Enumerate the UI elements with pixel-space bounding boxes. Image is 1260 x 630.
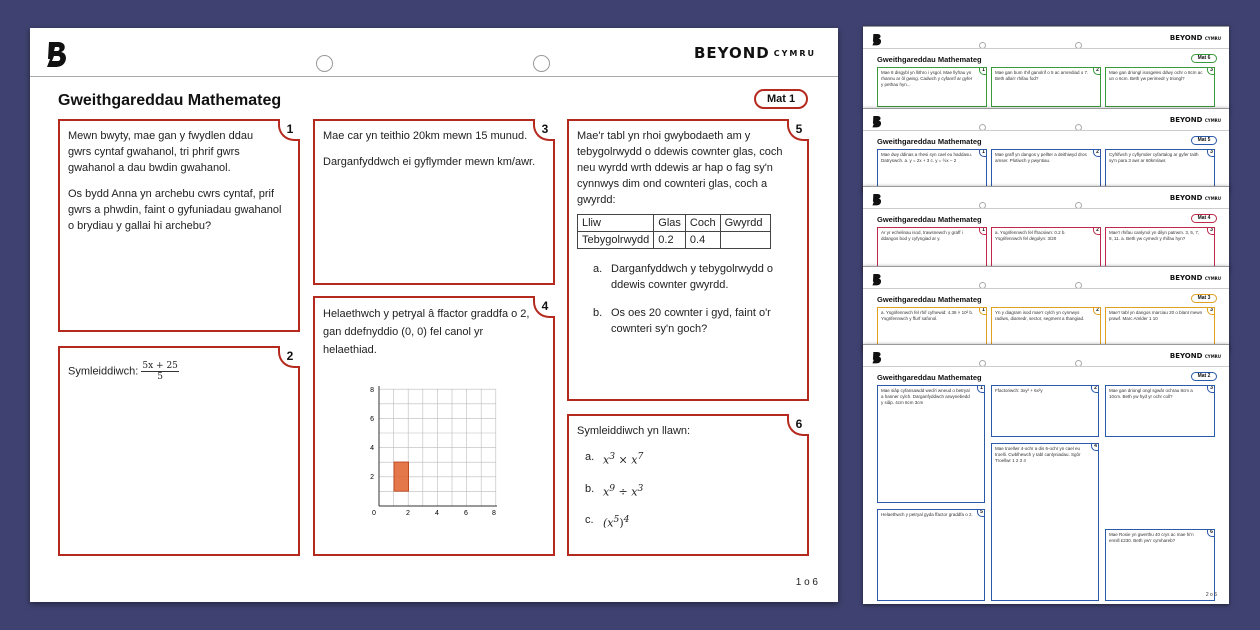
question-number: 6 [787,414,809,436]
thumbnail-question-card [877,509,985,601]
header-divider [863,288,1229,289]
brand-name: BEYOND CYMRU [693,44,816,62]
question-number: 4 [1091,443,1099,451]
question-text: Os bydd Anna yn archebu cwrs cyntaf, prif gwrs a phwdin, faint o gyfuniadau gwahanol o brydiau y gallai hi archebu? [68,188,282,232]
question-text: Ar yr echelinau isod, trawsnewch y graff i ddangos bod y cyfyngiad ar y. [881,230,963,241]
mat-badge: Mat 5 [1191,136,1217,145]
question-number: 2 [1091,385,1099,393]
question-number: 5 [977,509,985,517]
question-text: Mae graff yn dangos y pellter a deithiwyd dros amser. Plotiwch y pwyntiau. [995,152,1087,163]
question-number: 3 [533,119,555,141]
thumbnail-question-card [1105,149,1215,189]
table-cell: 0.4 [685,232,720,249]
question-text: Helaethwch y petryal gyda ffactor graddfa o 2. [881,512,973,517]
brand-name: BEYOND CYMRU [1169,274,1221,282]
thumbnail-question-card [877,67,987,107]
thumbnail-question-card [991,385,1099,437]
question-text: Helaethwch y petryal â ffactor graddfa o 2, gan ddefnyddio (0, 0) fel canol yr helaethiad. [323,308,530,356]
question-text: Mae siâp cyfansawdd wedi'i wneud o betryal a hanner cylch. Darganfyddwch arwynebedd y siâp. 4cm 6cm 3cm [881,388,970,405]
thumbnail-question-card [877,385,985,503]
question-number: 1 [278,119,300,141]
header-divider [863,130,1229,131]
expression: $x^3 \times x^7$ [603,451,644,467]
thumbnail-question-card [991,149,1101,189]
x-tick-label: 2 [406,510,410,517]
beyond-logo-icon [872,33,882,46]
question-number: 2 [1093,149,1101,157]
question-text: Mae gan driongl ongl sgwâr ochrau 8cm a 10cm. Beth yw hyd yr ochr coll? [1109,388,1193,399]
page-title: Gweithgareddau Mathemateg [877,295,982,304]
sub-question-list [577,261,799,337]
question-number: 3 [1207,149,1215,157]
sub-question [585,449,799,469]
fraction-numerator: 5x + 25 [142,361,178,371]
beyond-logo-icon [872,273,882,286]
question-text: Ffactoriwch: 3xy² + 6x²y [995,388,1043,393]
y-tick-label: 4 [370,445,374,452]
table-cell: Lliw [578,215,654,232]
sub-question [585,512,799,532]
table-cell: 0.2 [654,232,686,249]
brand-name: BEYOND CYMRU [1169,34,1221,42]
mat-badge: Mat 6 [1191,54,1217,63]
question-number: 1 [977,385,985,393]
question-text: Mae'r tabl yn dangos marciau 20 o blant mewn prawf. Marc Amlder 1 10 [1109,310,1203,321]
expression: $x^9 \div x^3$ [603,482,644,499]
question-card-3 [313,119,555,285]
question-number: 2 [278,346,300,368]
sub-question-label: a. [585,451,595,463]
page-title: Gweithgareddau Mathemateg [58,92,282,109]
table-cell: Gwyrdd [720,215,770,232]
question-text: Mae troellwr 4-ochr a dis 6-ochr yn cael eu troelli. Cwblhewch y tabl canlyniadau. Sgôr Troellwr 1 2 3 4 [995,446,1081,463]
question-text: Mae gan driongl isosgeles ddwy ochr o 8cm ac un o 6cm. Beth yw perimedr y triongl? [1109,70,1203,81]
page-title: Gweithgareddau Mathemateg [877,55,982,64]
thumbnail-question-card [877,149,987,189]
question-text: Mae'r rhifau canlynol yn dilyn patrwm. 3, 5, 7, 9, 11. a. Beth yw cymedr y rhifau hyn? [1109,230,1200,241]
header-divider [30,76,838,77]
thumbnail-question-card [1105,385,1215,437]
question-text: Mae gan bum rhif ganolrif o 5 ac amrediad o 7. Beth allai'r rhifau fod? [995,70,1089,81]
question-text: Mae'r tabl yn rhoi gwybodaeth am y tebygolrwydd o ddewis cownter glas, coch neu wyrdd wrth ddewis ar hap o fag sy'n cynnwys dim ond cownteri glas, coch a gwyrdd: [577,130,783,206]
rectangle-shape [394,462,409,491]
question-text: Mae 8 disgybl yn llithro i ysgol. Mae llyfrau yn rhannu ar ôl gwisg. Cadwch y cyfanrif ar gyfer y pethau hyn... [881,70,973,87]
thumbnail-question-card [991,443,1099,601]
question-text: a. Ysgrifennwch fel rhif cyfnewid: 4.36 × 10² b. Ysgrifennwch y ffurf safonol. [881,310,974,321]
thumbnail-question-card [991,67,1101,107]
question-number: 3 [1207,307,1215,315]
thumbnail-question-card [1105,67,1215,107]
fraction-denominator: 5 [157,372,163,382]
beyond-logo-icon [872,351,882,364]
question-number: 2 [1093,227,1101,235]
probability-table [577,214,771,249]
question-number: 5 [787,119,809,141]
thumbnail-question-card [991,307,1101,347]
sub-question [585,481,799,501]
question-text: Symleiddiwch yn llawn: [577,425,691,437]
header-divider [863,366,1229,367]
thumbnail-stack [863,26,1229,604]
question-number: 1 [979,227,987,235]
question-number: 3 [1207,67,1215,75]
punch-hole [533,55,550,72]
question-card-6 [567,414,809,556]
page-title: Gweithgareddau Mathemateg [877,373,982,382]
question-number: 4 [533,296,555,318]
sub-question-label: a. [593,263,603,275]
question-text: Mae Rosie yn gwerthu 40 crys ac mae hi'n ennill £230. Beth yw'r cymhareb? [1109,532,1194,543]
table-cell: Tebygolrwydd [578,232,654,249]
question-number: 1 [979,307,987,315]
mat-badge: Mat 3 [1191,294,1217,303]
thumbnail-question-card [877,227,987,267]
thumbnail-page [863,344,1229,604]
mat-badge: Mat 1 [754,89,808,109]
x-tick-label: 8 [492,510,496,517]
page-title: Gweithgareddau Mathemateg [877,137,982,146]
expression: $(x^5)^4$ [603,514,630,530]
question-number: 3 [1207,385,1215,393]
question-text: Mae car yn teithio 20km mewn 15 munud. [323,130,528,142]
question-card-5 [567,119,809,401]
question-text [68,361,290,382]
question-card-1 [58,119,300,332]
beyond-logo-icon [46,40,68,68]
sub-question-text: Darganfyddwch y tebygolrwydd o ddewis cownter gwyrdd. [611,263,774,291]
y-tick-label: 6 [370,416,374,423]
thumbnail-question-card [1105,529,1215,601]
sub-question [593,261,799,293]
question-number: 2 [1093,67,1101,75]
x-tick-label: 6 [464,510,468,517]
x-tick-label: 4 [435,510,439,517]
header-divider [863,208,1229,209]
beyond-logo-icon [872,115,882,128]
table-cell [720,232,770,249]
mat-badge: Mat 2 [1191,372,1217,381]
coordinate-grid [367,384,499,518]
y-tick-label: 8 [370,387,374,394]
question-text: Darganfyddwch ei gyflymder mewn km/awr. [323,156,536,168]
question-label: Symleiddiwch: [68,365,139,378]
thumbnail-question-card [1105,307,1215,347]
page-number: 1 o 6 [795,577,818,588]
table-row [578,232,771,249]
question-text: a. Ysgrifennwch fel ffracsiwn: 0.2 b. Ysgrifennwch fel degolyn: 3/20 [995,230,1066,241]
question-number: 2 [1093,307,1101,315]
thumbnail-question-card [877,307,987,347]
brand-name: BEYOND CYMRU [1169,116,1221,124]
thumbnail-question-card [991,227,1101,267]
question-card-2 [58,346,300,556]
thumbnail-page [863,26,1229,110]
question-number: 6 [1207,529,1215,537]
x-tick-label: 0 [372,510,376,517]
sub-question-list [577,449,799,532]
y-tick-label: 2 [370,474,374,481]
page-number: 2 o 6 [1205,592,1217,598]
question-text: Mewn bwyty, mae gan y fwydlen ddau gwrs cyntaf gwahanol, tri phrif gwrs gwahanol a dau bwdin gwahanol. [68,130,254,174]
question-number: 3 [1207,227,1215,235]
question-text: Yn y diagram isod mae'r cylch yn cynnwys radiws, diamedr, sector, segment a thangiad. [995,310,1085,321]
table-cell: Glas [654,215,686,232]
thumbnail-page [863,266,1229,350]
question-number: 1 [979,67,987,75]
thumbnail-page [863,186,1229,270]
sub-question-label: b. [585,482,595,495]
beyond-logo-icon [872,193,882,206]
thumbnail-page [863,108,1229,192]
question-text: Cyfrifwch y cyflymder cyfartalog ar gyfer taith sy'n para 3 awr ar 60km/awr. [1109,152,1199,163]
punch-hole [316,55,333,72]
fraction [141,361,179,382]
sub-question-label: c. [585,514,594,527]
worksheet-page [30,28,838,602]
question-text: Mae dwy ddinas a rhesi syn cael eu haddasu. Datryswch. a. y = 2x + 3 c. y = ½x − 2 [881,152,973,163]
question-number: 1 [979,149,987,157]
table-header-row [578,215,771,232]
table-cell: Coch [685,215,720,232]
question-card-4 [313,296,555,556]
sub-question [593,305,799,337]
page-title: Gweithgareddau Mathemateg [877,215,982,224]
sub-question-text: Os oes 20 cownter i gyd, faint o'r cownteri sy'n goch? [611,307,771,335]
thumbnail-question-card [1105,227,1215,267]
brand-name: BEYOND CYMRU [1169,352,1221,360]
sub-question-label: b. [593,307,603,319]
brand-name: BEYOND CYMRU [1169,194,1221,202]
header-divider [863,48,1229,49]
mat-badge: Mat 4 [1191,214,1217,223]
